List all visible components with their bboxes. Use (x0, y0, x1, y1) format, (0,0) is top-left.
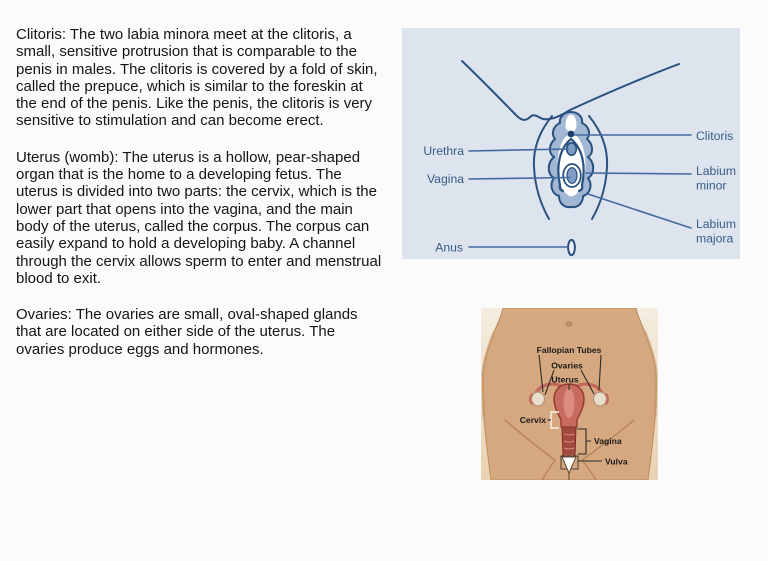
paragraph-ovaries: Ovaries: The ovaries are small, oval-shaped glands that are located on either side of the uterus. The ovaries produce eggs and hormones. (16, 306, 358, 358)
labium-majora-label-line1: Labium (696, 217, 736, 231)
uterus-label: Uterus (551, 374, 579, 385)
vagina-opening (567, 168, 577, 184)
labium-minor-leader-line (586, 173, 691, 174)
labium-minor-label-line2: minor (696, 178, 727, 193)
uterus-illustration-figure (481, 308, 658, 480)
navel (566, 322, 572, 326)
labium-majora-label-line2: majora (696, 231, 734, 246)
paragraph-clitoris: Clitoris: The two labia minora meet at the clitoris, a small, sensitive protrusion that is comparable to the penis in males. The clitoris is covered by a fold of skin, called the prepuce, which is similar to the foreskin at the end of the penis. Like the penis, the clitoris is very sensitive to stimulation and can become erect. (16, 26, 378, 130)
uterus-illustration-svg (481, 308, 658, 480)
uterus-highlight (564, 388, 575, 418)
vagina-label: Vagina (426, 172, 464, 186)
fallopian-tubes-label: Fallopian Tubes (536, 345, 602, 355)
right-ovary (594, 392, 607, 406)
anus-shape (568, 240, 575, 255)
paragraph-uterus: Uterus (womb): The uterus is a hollow, pear-shaped organ that is the home to a developing fetus. The uterus is divided into two parts: the cervix, which is the lower part that opens into the vagina, and the main body of the uterus, called the corpus. The corpus can easily expand to hold a developing baby. A channel through the cervix allows sperm to enter and menstrual blood to exit. (16, 148, 382, 287)
clitoris-dot (568, 131, 575, 138)
anus-label: Anus (435, 240, 463, 255)
urethra-label: Urethra (423, 144, 464, 158)
cervix-label: Cervix (519, 415, 546, 425)
vulva-label: Vulva (605, 456, 628, 467)
vagina-label: Vagina (594, 436, 622, 446)
labium-minor-label-line1: Labium (696, 164, 736, 178)
ovaries-label: Ovaries (551, 360, 583, 371)
vulva-diagram-figure (402, 28, 740, 259)
left-ovary (532, 392, 545, 406)
vulva-diagram-svg (402, 28, 740, 259)
clitoris-label: Clitoris (696, 129, 734, 143)
article-text (16, 26, 384, 377)
